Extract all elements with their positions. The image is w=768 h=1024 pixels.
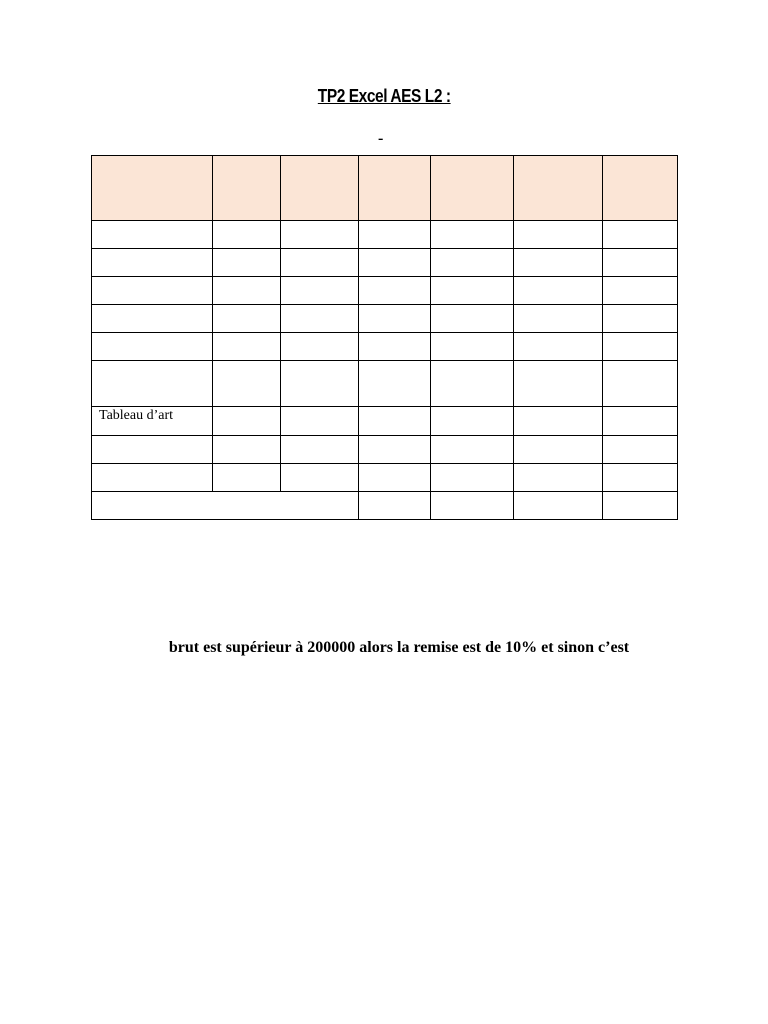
table-cell bbox=[92, 249, 213, 277]
table-cell bbox=[603, 249, 678, 277]
table-cell bbox=[514, 277, 603, 305]
table-cell bbox=[213, 361, 281, 407]
table-cell bbox=[281, 305, 359, 333]
table-cell bbox=[431, 333, 514, 361]
table-row bbox=[92, 436, 678, 464]
merged-cell bbox=[92, 492, 359, 520]
table-cell bbox=[281, 464, 359, 492]
table-cell bbox=[514, 407, 603, 436]
table-cell bbox=[92, 464, 213, 492]
table-cell bbox=[431, 361, 514, 407]
table-cell bbox=[213, 277, 281, 305]
table-cell bbox=[213, 436, 281, 464]
header-cell bbox=[359, 156, 431, 221]
table-row bbox=[92, 407, 678, 436]
table-cell bbox=[603, 464, 678, 492]
table-cell bbox=[431, 436, 514, 464]
table-total-row bbox=[92, 492, 678, 520]
table-cell bbox=[92, 361, 213, 407]
table-row bbox=[92, 333, 678, 361]
dash-mark: - bbox=[378, 130, 384, 147]
table-cell bbox=[92, 333, 213, 361]
table-cell bbox=[603, 436, 678, 464]
table-cell bbox=[359, 361, 431, 407]
row-label-tableau-dart: Tableau d’art bbox=[92, 407, 213, 436]
table-cell bbox=[431, 249, 514, 277]
table-cell bbox=[603, 305, 678, 333]
table-cell bbox=[213, 464, 281, 492]
table-cell bbox=[213, 249, 281, 277]
table-cell bbox=[92, 436, 213, 464]
table-cell bbox=[514, 361, 603, 407]
table-cell bbox=[213, 407, 281, 436]
table-cell bbox=[603, 407, 678, 436]
table-cell bbox=[359, 277, 431, 305]
instruction-text: brut est supérieur à 200000 alors la remise est de 10% et sinon c’est bbox=[168, 639, 630, 656]
table-cell bbox=[431, 305, 514, 333]
table-cell bbox=[514, 221, 603, 249]
header-cell bbox=[213, 156, 281, 221]
table-cell bbox=[281, 221, 359, 249]
table-cell bbox=[603, 492, 678, 520]
table-cell bbox=[431, 221, 514, 249]
table-cell bbox=[281, 407, 359, 436]
data-table bbox=[91, 155, 678, 520]
table-cell bbox=[359, 436, 431, 464]
table-cell bbox=[514, 464, 603, 492]
document-title bbox=[0, 86, 768, 107]
table-cell bbox=[359, 407, 431, 436]
table-cell bbox=[603, 221, 678, 249]
table-cell bbox=[213, 221, 281, 249]
document-title-text: TP2 Excel AES L2 : bbox=[317, 86, 451, 106]
table-cell bbox=[603, 277, 678, 305]
table-row bbox=[92, 305, 678, 333]
table-cell bbox=[603, 361, 678, 407]
table-cell bbox=[92, 305, 213, 333]
table-cell bbox=[603, 333, 678, 361]
table-cell bbox=[359, 333, 431, 361]
table-row bbox=[92, 464, 678, 492]
table-cell bbox=[431, 277, 514, 305]
table-cell bbox=[514, 305, 603, 333]
table-cell bbox=[359, 305, 431, 333]
table-cell bbox=[359, 249, 431, 277]
table-cell bbox=[514, 436, 603, 464]
table-row bbox=[92, 221, 678, 249]
table-cell bbox=[514, 492, 603, 520]
header-cell bbox=[281, 156, 359, 221]
table-cell bbox=[431, 407, 514, 436]
header-cell bbox=[431, 156, 514, 221]
table-cell bbox=[514, 333, 603, 361]
table-cell bbox=[359, 221, 431, 249]
table-cell bbox=[213, 305, 281, 333]
header-cell bbox=[514, 156, 603, 221]
table-row bbox=[92, 249, 678, 277]
table-cell bbox=[514, 249, 603, 277]
table-row bbox=[92, 361, 678, 407]
table-cell bbox=[281, 277, 359, 305]
header-cell bbox=[603, 156, 678, 221]
header-cell bbox=[92, 156, 213, 221]
table-cell bbox=[281, 436, 359, 464]
table-cell bbox=[359, 464, 431, 492]
table-row bbox=[92, 277, 678, 305]
table-cell bbox=[281, 333, 359, 361]
table-cell bbox=[359, 492, 431, 520]
table-header-row bbox=[92, 156, 678, 221]
table-cell bbox=[281, 249, 359, 277]
table-cell bbox=[92, 277, 213, 305]
table-cell bbox=[92, 221, 213, 249]
table-cell bbox=[431, 464, 514, 492]
table-cell bbox=[213, 333, 281, 361]
table-cell bbox=[431, 492, 514, 520]
table-cell bbox=[281, 361, 359, 407]
